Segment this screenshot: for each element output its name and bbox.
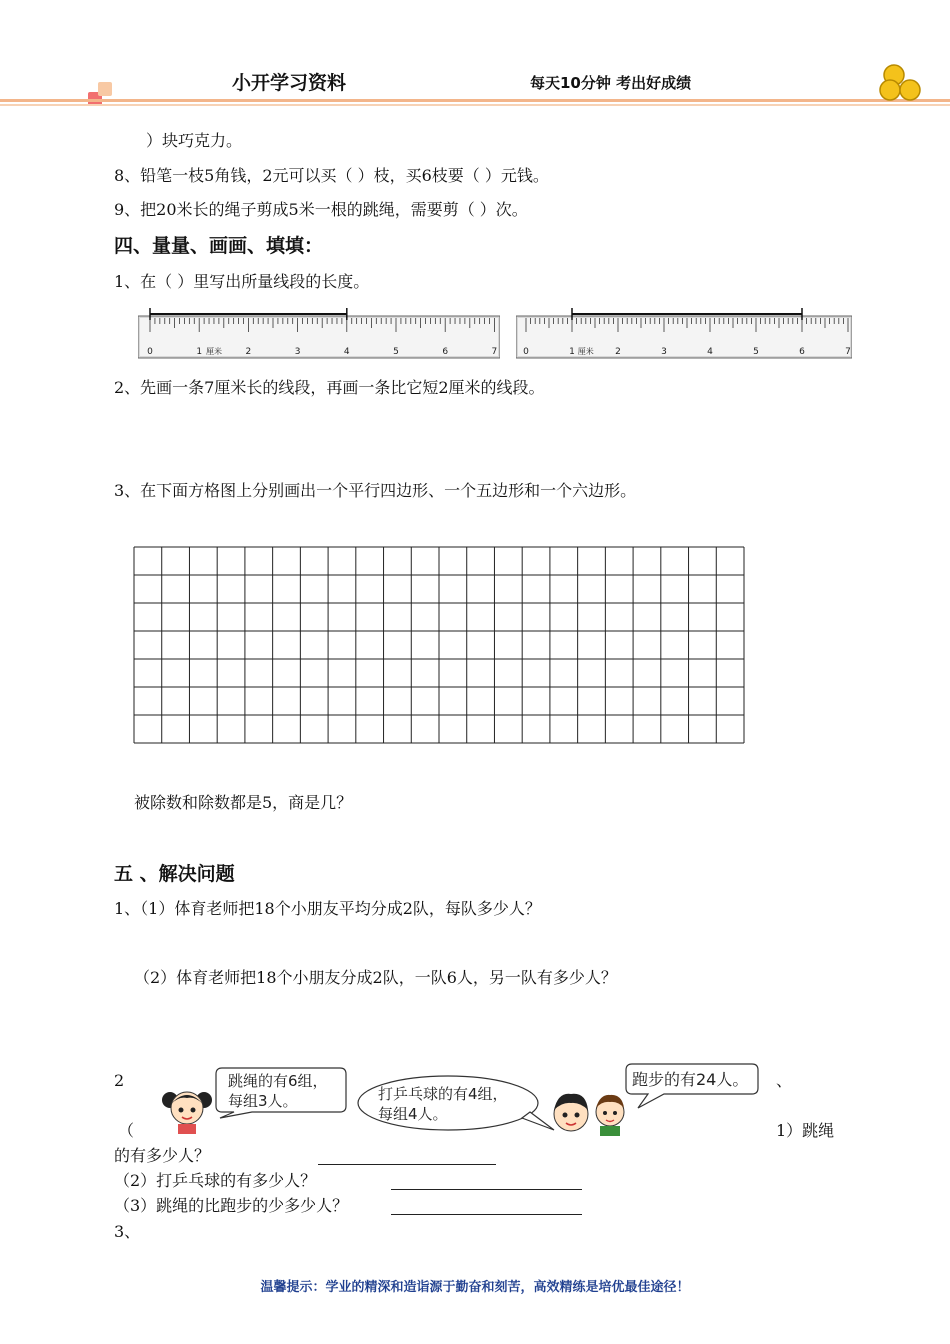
footer-tip: 温馨提示：学业的精深和造诣源于勤奋和刻苦，高效精练是培优最佳途径！ xyxy=(260,1280,690,1295)
ruler-tick-label: 7 xyxy=(491,347,498,357)
ruler-tick-label: 6 xyxy=(799,347,805,357)
answer-line-1[interactable] xyxy=(318,1164,496,1165)
section4-q1: 1、在（ ）里写出所量线段的长度。 xyxy=(114,272,370,291)
answer-line-2[interactable] xyxy=(391,1189,582,1190)
ruler-unit-label: 厘米 xyxy=(205,347,222,356)
speech-bubble-ping-pong xyxy=(354,1072,558,1134)
ruler-tick-label: 0 xyxy=(147,347,153,357)
header-slogan: 每天10分钟 考出好成绩 xyxy=(530,74,692,92)
ruler-tick-label: 2 xyxy=(245,347,252,357)
ruler-tick-label: 0 xyxy=(523,347,529,357)
section5-q1b: （2）体育老师把18个小朋友分成2队，一队6人，另一队有多少人？ xyxy=(134,968,617,987)
speech-bubble-jump-rope xyxy=(212,1064,352,1120)
bubble-jump-line1: 跳绳的有6组， xyxy=(228,1072,328,1090)
section5-q2-3: （3）跳绳的比跑步的少多少人？ xyxy=(114,1196,349,1215)
ruler-tick-label: 4 xyxy=(343,347,350,357)
ruler-tick-label: 1 xyxy=(569,347,575,357)
speech-bubble-running xyxy=(624,1060,764,1110)
bubble-run-text: 跑步的有24人。 xyxy=(632,1070,749,1089)
q7-tail: ）块巧克力。 xyxy=(146,131,243,150)
section5-q2-paren: （ xyxy=(118,1121,135,1140)
header-divider xyxy=(0,99,950,102)
drawing-grid[interactable] xyxy=(133,546,745,744)
answer-line-3[interactable] xyxy=(391,1214,582,1215)
ruler-unit-label: 厘米 xyxy=(577,347,594,356)
ruler-tick-label: 5 xyxy=(753,347,759,357)
q9: 9、把20米长的绳子剪成5米一根的跳绳，需要剪（ ）次。 xyxy=(114,200,528,219)
q8: 8、铅笔一枝5角钱，2元可以买（ ）枝，买6枝要（ ）元钱。 xyxy=(114,166,549,185)
section5-q2-comma: 、 xyxy=(776,1071,793,1090)
bubble-pingpong-line1: 打乒乓球的有4组， xyxy=(378,1085,508,1103)
ruler-tick-label: 3 xyxy=(294,347,301,357)
section4-q3: 3、在下面方格图上分别画出一个平行四边形、一个五边形和一个六边形。 xyxy=(114,481,637,500)
ruler-tick-label: 6 xyxy=(442,347,449,357)
girl-cartoon-icon xyxy=(160,1086,214,1134)
header-divider-2 xyxy=(0,104,950,106)
section5-heading: 五 、解决问题 xyxy=(114,863,235,885)
ruler-tick-label: 3 xyxy=(661,347,667,357)
section5-q1a: 1、（1）体育老师把18个小朋友平均分成2队，每队多少人？ xyxy=(114,899,541,918)
section5-q3: 3、 xyxy=(114,1222,141,1241)
ruler-tick-label: 2 xyxy=(615,347,621,357)
section5-q2-2: （2）打乒乓球的有多少人？ xyxy=(114,1171,317,1190)
ruler-tick-label: 1 xyxy=(196,347,203,357)
ruler-2 xyxy=(516,302,852,360)
ruler-1 xyxy=(138,302,500,360)
section4-extra: 被除数和除数都是5，商是几？ xyxy=(134,793,353,812)
coins-logo-icon xyxy=(878,62,924,102)
header-deco-icon-2 xyxy=(98,82,112,96)
section5-q2-right: 1）跳绳 xyxy=(776,1121,835,1140)
section4-heading: 四、量量、画画、填填： xyxy=(114,235,324,257)
bubble-jump-line2: 每组3人。 xyxy=(228,1092,298,1110)
ruler-tick-label: 7 xyxy=(845,347,851,357)
boy2-cartoon-icon xyxy=(592,1090,628,1136)
boy-cartoon-icon xyxy=(548,1090,594,1138)
section5-q2-1: 的有多少人？ xyxy=(114,1146,211,1165)
ruler-tick-label: 4 xyxy=(707,347,713,357)
ruler-tick-label: 5 xyxy=(393,347,399,357)
bubble-pingpong-line2: 每组4人。 xyxy=(378,1105,448,1123)
section5-q2-num: 2 xyxy=(114,1071,125,1090)
section4-q2: 2、先画一条7厘米长的线段，再画一条比它短2厘米的线段。 xyxy=(114,378,545,397)
header-title: 小开学习资料 xyxy=(232,72,347,94)
